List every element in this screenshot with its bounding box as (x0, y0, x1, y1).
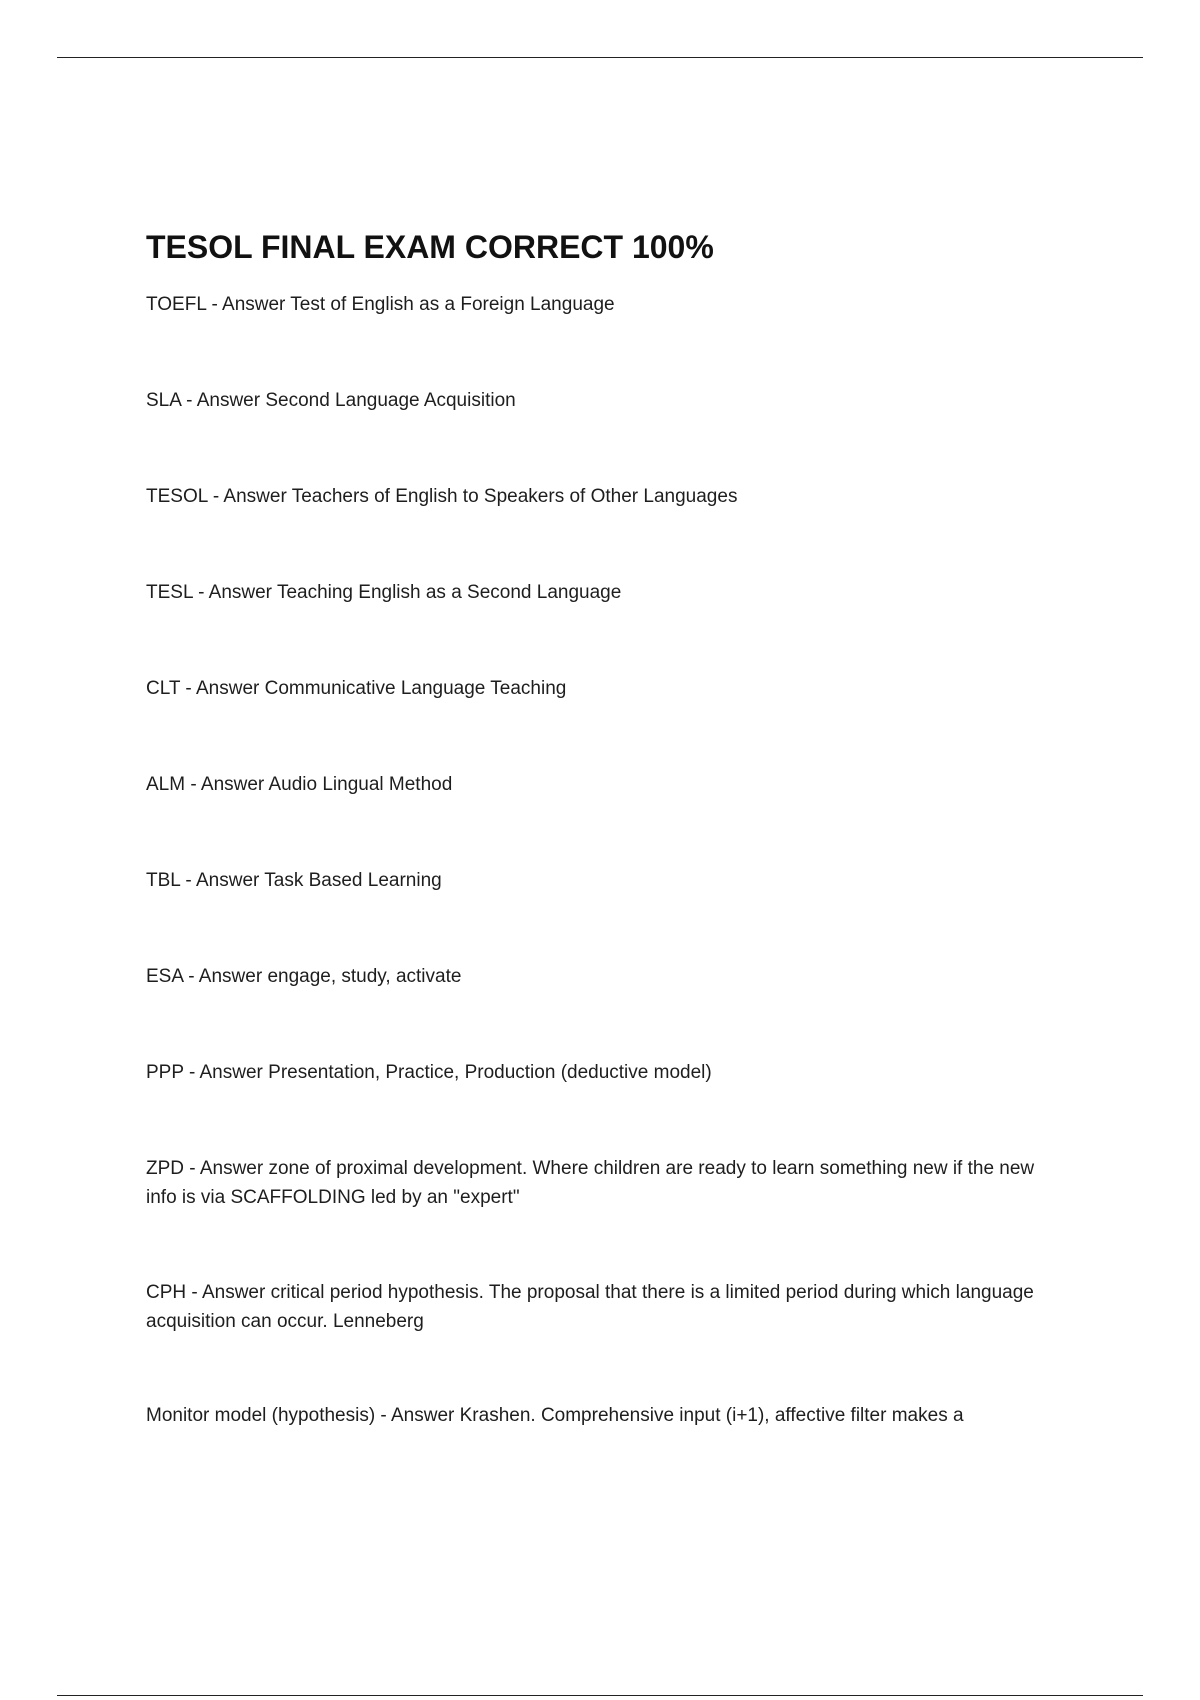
entry-tesl: TESL - Answer Teaching English as a Second Language (146, 582, 622, 603)
entry-tesol: TESOL - Answer Teachers of English to Speakers of Other Languages (146, 486, 738, 507)
document-title: TESOL FINAL EXAM CORRECT 100% (146, 229, 714, 265)
entry-alm: ALM - Answer Audio Lingual Method (146, 774, 453, 795)
entry-cph: CPH - Answer critical period hypothesis. The proposal that there is a limited period during which language acquisition can occur. Lenneberg (146, 1282, 1034, 1332)
entry-esa: ESA - Answer engage, study, activate (146, 966, 462, 987)
entry-zpd: ZPD - Answer zone of proximal development. Where children are ready to learn something new if the new info is via SCAFFOLDING led by an "expert" (146, 1158, 1035, 1208)
top-divider (57, 57, 1143, 58)
bottom-divider (57, 1695, 1143, 1696)
entry-sla: SLA - Answer Second Language Acquisition (146, 390, 516, 411)
entry-monitor-model: Monitor model (hypothesis) - Answer Krashen. Comprehensive input (i+1), affective filter makes a (146, 1405, 964, 1426)
entry-ppp: PPP - Answer Presentation, Practice, Production (deductive model) (146, 1062, 712, 1083)
entry-toefl: TOEFL - Answer Test of English as a Foreign Language (146, 294, 615, 315)
entry-tbl: TBL - Answer Task Based Learning (146, 870, 442, 891)
entry-clt: CLT - Answer Communicative Language Teaching (146, 678, 567, 699)
